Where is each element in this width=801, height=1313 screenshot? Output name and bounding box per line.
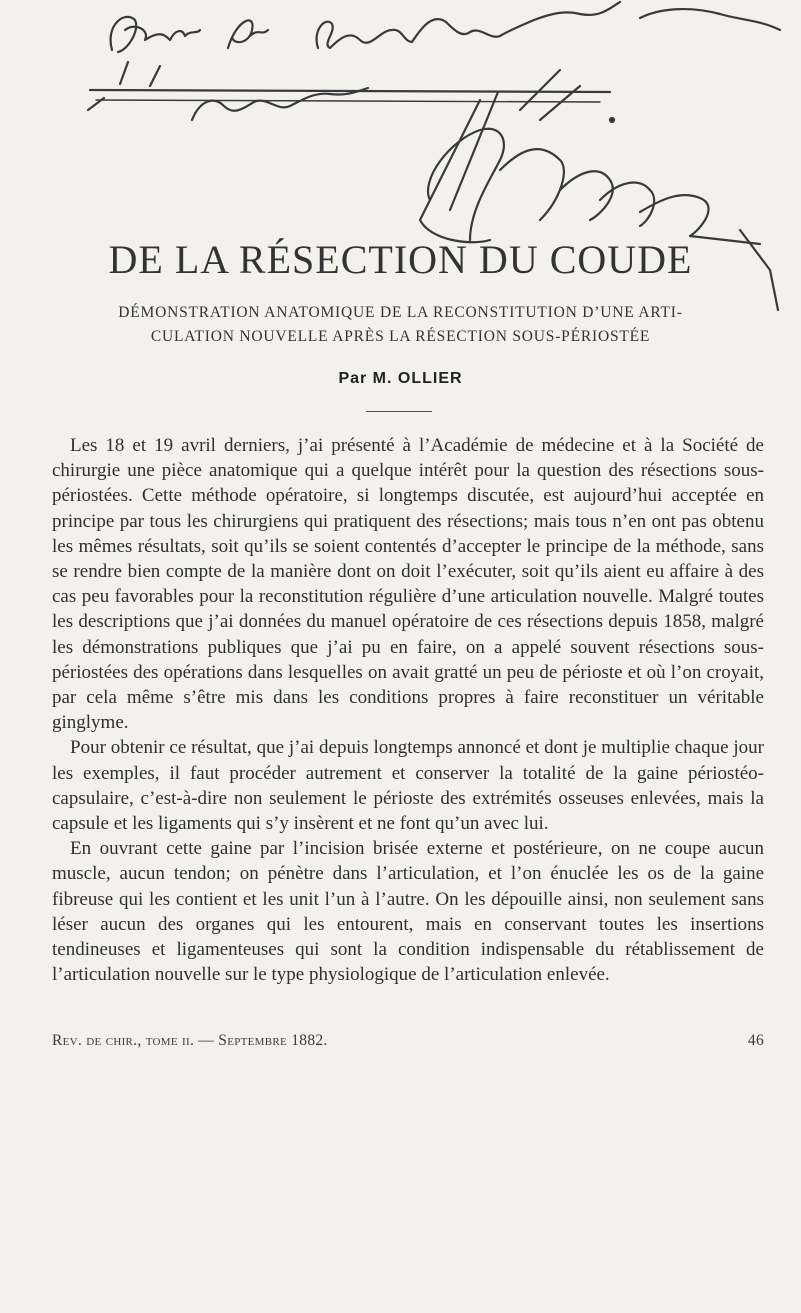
article-body: [52, 433, 764, 987]
subtitle-line-1: DÉMONSTRATION ANATOMIQUE DE LA RECONSTITUTION D’UNE ARTI-: [118, 304, 683, 321]
title-divider: [366, 411, 432, 412]
page-number: 46: [747, 1032, 764, 1049]
journal-reference: Rev. de chir., tome ii. — Septembre 1882.: [52, 1032, 328, 1049]
article-subtitle: [40, 301, 761, 349]
paragraph-1: Les 18 et 19 avril derniers, j’ai présenté à l’Académie de médecine et à la Société de chirurgie une pièce anatomique qui a quelque intérêt pour la question des résections sous-périostées. Cette méthode opératoire, si longtemps discutée, est aujourd’hui acceptée en principe par tous les chirurgiens qui pratiquent des résections; mais tous n’en ont pas obtenu les mêmes résultats, soit qu’ils se soient contentés d’accepter le principe de la méthode, sans se rendre bien compte de la manière dont on doit l’exécuter, soit qu’ils aient eu affaire à des cas peu favorables pour la reconstitution régulière d’une articulation nouvelle. Malgré toutes les descriptions que j’ai données du manuel opératoire de ces résections depuis 1858, malgré les démonstrations publiques que j’ai pu en faire, on a appelé souvent résections sous-périostées des opérations dans lesquelles on avait gratté un peu de périoste et où l’on croyait, par cela même s’être mis dans les conditions propres à faire reconstituer un véritable ginglyme.: [52, 435, 764, 734]
article-author: Par M. OLLIER: [338, 370, 463, 387]
article-title: DE LA RÉSECTION DU COUDE: [108, 237, 693, 282]
subtitle-line-2: CULATION NOUVELLE APRÈS LA RÉSECTION SOUS-PÉRIOSTÉE: [150, 328, 651, 345]
paragraph-2: Pour obtenir ce résultat, que j’ai depuis longtemps annoncé et dont je multiplie chaque jour les exemples, il faut procéder autrement et conserver la totalité de la gaine périostéo-capsulaire, c’est-à-dire non seulement le périoste des extrémités osseuses enlevées, mais la capsule et les ligaments qui s’y insèrent et ne font qu’un avec lui.: [52, 737, 764, 835]
page-footer: [52, 1032, 764, 1050]
paragraph-3: En ouvrant cette gaine par l’incision brisée externe et postérieure, on ne coupe aucun muscle, aucun tendon; on pénètre dans l’articulation, et l’on énuclée les os de la gaine fibreuse qui les contient et les unit l’un à l’autre. On les dépouille ainsi, non seulement sans léser aucun des organes qui les entourent, mais en conservant toutes les insertions tendineuses et ligamenteuses qui sont la condition indispensable du rétablissement de l’articulation nouvelle sur le type physiologique de l’articulation enlevée.: [52, 838, 764, 986]
